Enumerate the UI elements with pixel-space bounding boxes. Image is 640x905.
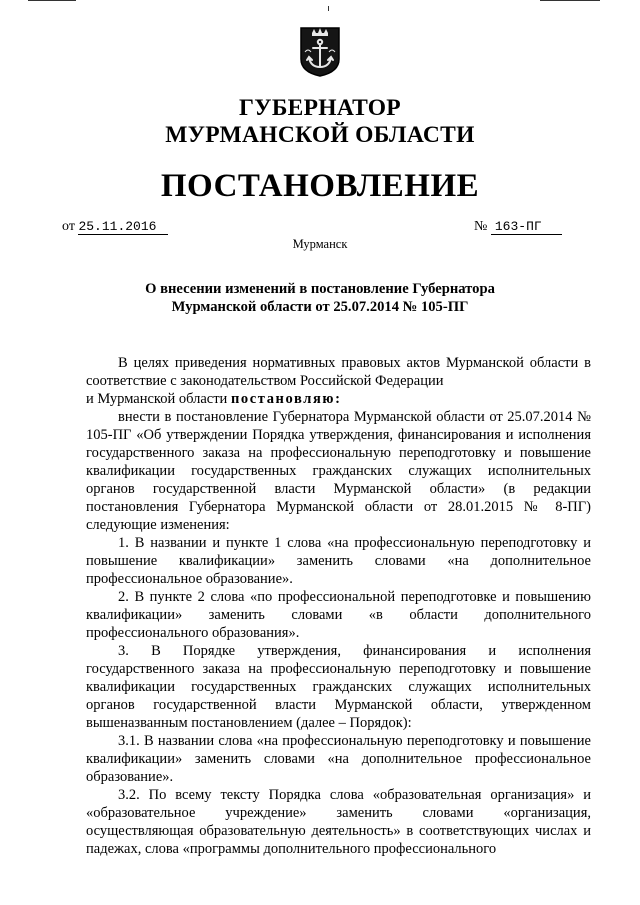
preamble: В целях приведения нормативных правовых актов Мурманской области в соответствие с законодательством Российской Федерации [86, 355, 591, 389]
item-3: 3. В Порядке утверждения, финансирования и исполнения государственного заказа на профессиональную переподготовку и повышение квалификации государственных гражданских служащих исполнительных органов государственной власти Мурманской области, утвержденном вышеназванным постановлением (далее – Порядок): [86, 643, 591, 731]
issuer-line-2: МУРМАНСКОЙ ОБЛАСТИ [165, 122, 475, 148]
scan-mark-top-dot [328, 6, 329, 11]
subject-line-2: Мурманской области от 25.07.2014 № 105-ПГ [171, 299, 469, 315]
item-3-2: 3.2. По всему тексту Порядка слова «образовательная организация» и «образовательное учреждение» заменить словами «организация, осуществляющая образовательную деятельность» в соответствующих числах и падежах, слова «программы дополнительного профессионального [86, 787, 591, 857]
item-3-1: 3.1. В названии слова «на профессиональную переподготовку и повышение квалификации» заменить словами «на дополнительное профессиональное образование». [86, 733, 591, 785]
preamble-cont-text: и Мурманской области [86, 391, 228, 407]
scan-mark-top-left [28, 0, 76, 1]
number-line [474, 218, 562, 236]
number-prefix: № [474, 219, 488, 234]
item-1: 1. В названии и пункте 1 слова «на профессиональную переподготовку и повышение квалификации» заменить словами «на дополнительное профессиональное образование». [86, 535, 591, 587]
intro-paragraph: внести в постановление Губернатора Мурманской области от 25.07.2014 № 105-ПГ «Об утверждении Порядка утверждения, финансирования и исполнения государственного заказа на профессиональную переподготовку и повышение квалификации государственных гражданских служащих исполнительных органов государственной власти Мурманской области» (в редакции постановления Губернатора Мурманской области от 28.01.2015 № 8-ПГ) следующие изменения: [86, 409, 591, 533]
preamble-continuation [86, 390, 591, 408]
decree-word: постановляю: [230, 391, 342, 407]
date-prefix: от [62, 219, 75, 234]
issuer-title [0, 95, 640, 149]
city: Мурманск [292, 237, 348, 251]
scan-mark-top-right [540, 0, 600, 1]
item-2: 2. В пункте 2 слова «по профессиональной переподготовке и повышению квалификации» заменить словами «в области дополнительного профессионального образования». [86, 589, 591, 641]
issuer-line-1: ГУБЕРНАТОР [239, 95, 401, 121]
date-line [62, 218, 168, 236]
document-date: 25.11.2016 [78, 219, 168, 235]
subject-line-1: О внесении изменений в постановление Губернатора [145, 281, 495, 297]
document-body [86, 354, 591, 858]
document-type: ПОСТАНОВЛЕНИЕ [160, 168, 480, 204]
coat-of-arms-icon [299, 27, 341, 77]
document-number: 163-ПГ [491, 219, 562, 235]
document-subject [110, 280, 530, 316]
